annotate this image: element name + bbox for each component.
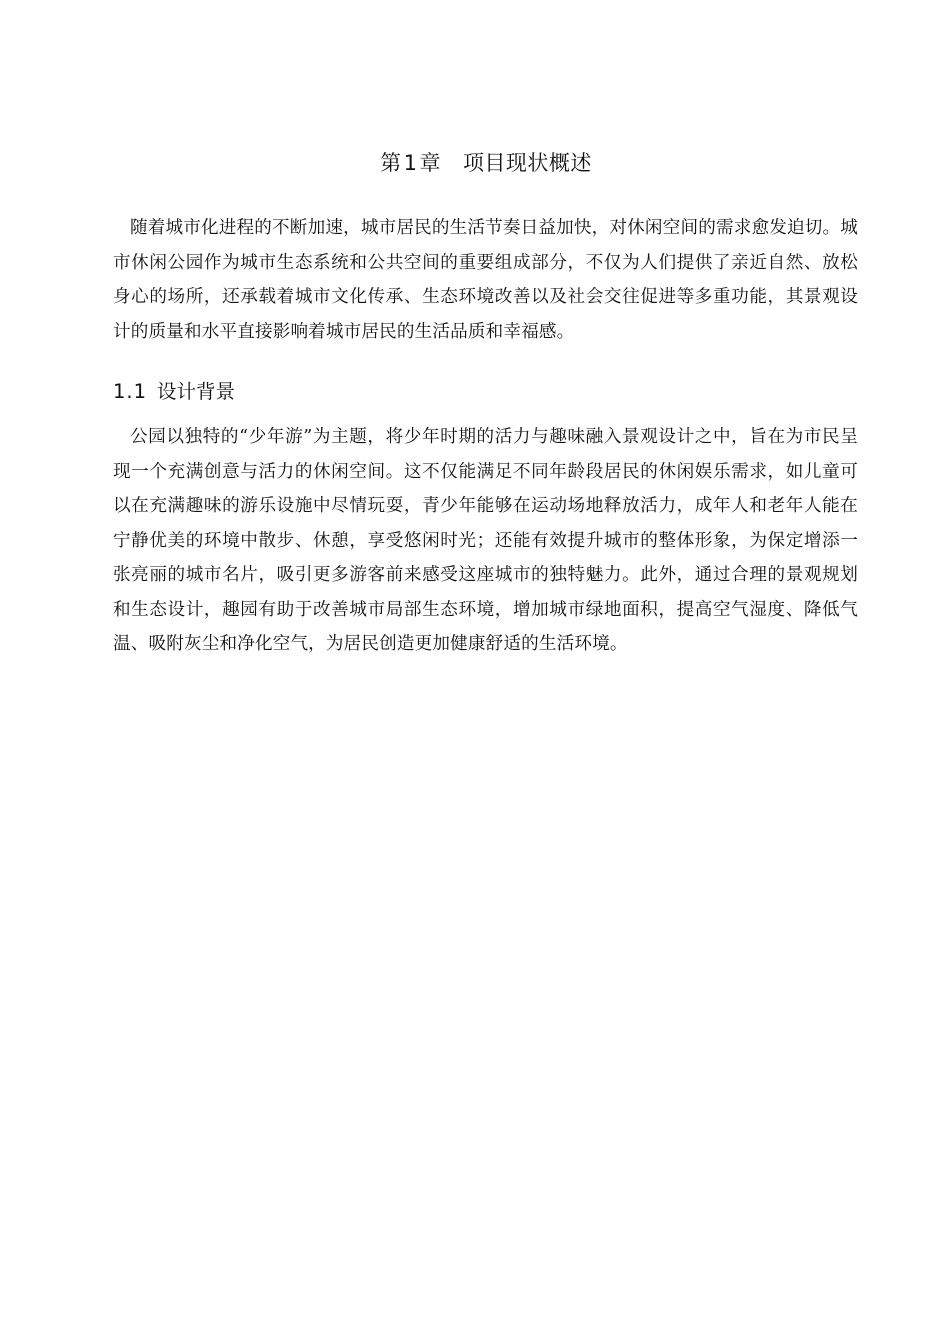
chapter-suffix: 章 bbox=[419, 151, 441, 175]
chapter-prefix: 第 bbox=[380, 151, 402, 175]
section-number: 1.1 bbox=[113, 380, 148, 403]
section-heading bbox=[113, 376, 235, 408]
section-paragraph: 公园以独特的“少年游”为主题，将少年时期的活力与趣味融入景观设计之中，旨在为市民呈现一个充满创意与活力的休闲空间。这不仅能满足不同年龄段居民的休闲娱乐需求，如儿童可以在充满趣味的游乐设施中尽情玩耍，青少年能够在运动场地释放活力，成年人和老年人能在宁静优美的环境中散步、休憩，享受悠闲时光；还能有效提升城市的整体形象，为保定增添一张亮丽的城市名片，吸引更多游客前来感受这座城市的独特魅力。此外，通过合理的景观规划和生态设计，趣园有助于改善城市局部生态环境，增加城市绿地面积，提高空气湿度、降低气温、吸附灰尘和净化空气，为居民创造更加健康舒适的生活环境。 bbox=[113, 427, 858, 654]
section-heading-text: 设计背景 bbox=[157, 380, 236, 403]
chapter-title bbox=[0, 146, 950, 180]
chapter-heading-text: 项目现状概述 bbox=[462, 151, 592, 175]
intro-paragraph: 随着城市化进程的不断加速，城市居民的生活节奏日益加快，对休闲空间的需求愈发迫切。城市休闲公园作为城市生态系统和公共空间的重要组成部分，不仅为人们提供了亲近自然、放松身心的场所，还承载着城市文化传承、生态环境改善以及社会交往促进等多重功能，其景观设计的质量和水平直接影响着城市居民的生活品质和幸福感。 bbox=[113, 218, 858, 342]
chapter-number: 1 bbox=[403, 151, 418, 175]
